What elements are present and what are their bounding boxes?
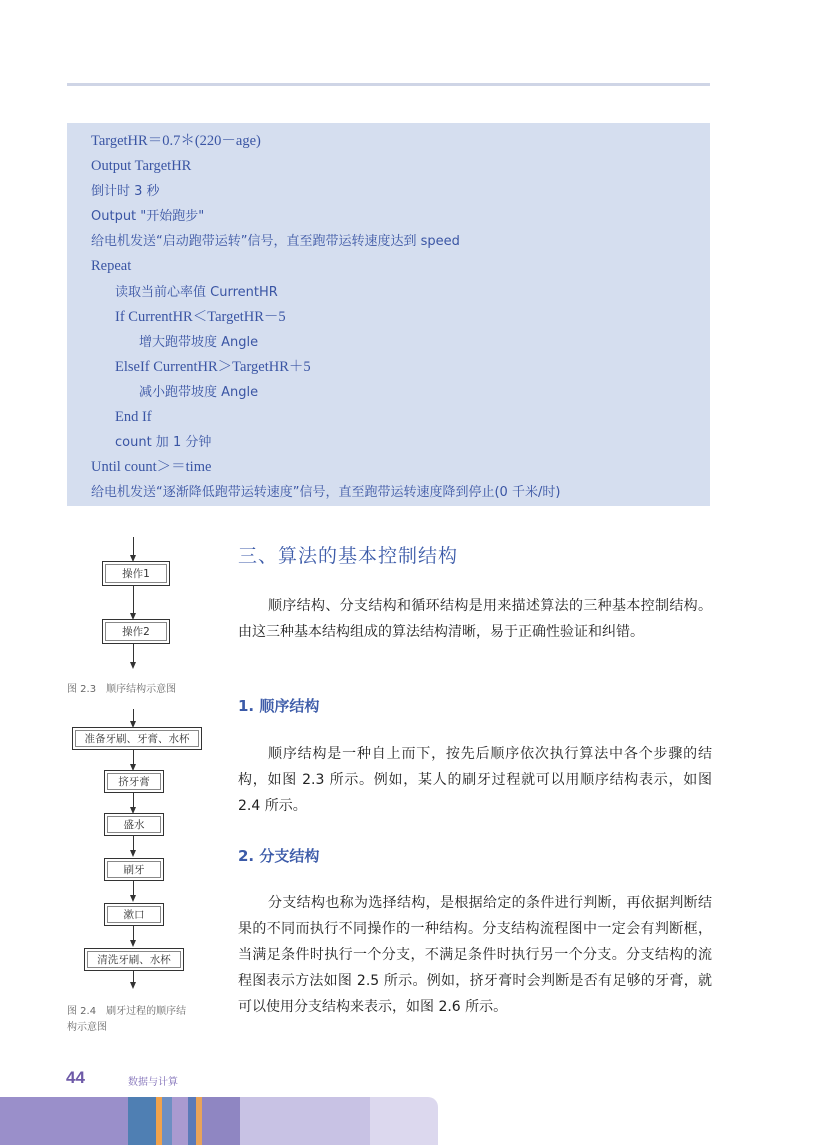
flow-box-op2: 操作2	[102, 619, 170, 644]
intro-paragraph: 顺序结构、分支结构和循环结构是用来描述算法的三种基本控制结构。由这三种基本结构组成的算法结构清晰，易于正确性验证和纠错。	[238, 598, 712, 640]
flow-arrow	[133, 644, 134, 664]
arrow-head-icon	[130, 662, 136, 669]
flow-arrow	[133, 586, 134, 615]
section-title: 三、算法的基本控制结构	[238, 545, 459, 567]
arrow-head-icon	[130, 940, 136, 947]
code-line: TargetHR＝0.7＊(220－age)	[91, 133, 261, 149]
arrow-head-icon	[130, 895, 136, 902]
flow-box-clean: 清洗牙刷、水杯	[84, 948, 184, 971]
figure-caption: 图 2.4 刷牙过程的顺序结 构示意图	[67, 1006, 187, 1033]
flow-box-prepare: 准备牙刷、牙膏、水杯	[72, 727, 202, 750]
arrow-head-icon	[130, 850, 136, 857]
code-line: If CurrentHR＜TargetHR－5	[115, 308, 286, 325]
page-number: 44	[66, 1068, 85, 1087]
code-line: Output TargetHR	[91, 158, 192, 175]
code-line: ElseIf CurrentHR＞TargetHR＋5	[115, 358, 311, 375]
sequence-paragraph: 顺序结构是一种自上而下，按先后顺序依次执行算法中各个步骤的结构，如图 2.3 所示。例如，某人的刷牙过程就可以用顺序结构表示，如图 2.4 所示。	[238, 746, 712, 814]
flow-box-op1: 操作1	[102, 561, 170, 586]
subheading-sequence: 1. 顺序结构	[238, 697, 320, 715]
subheading-branch: 2. 分支结构	[238, 847, 320, 865]
figure-caption: 图 2.3 顺序结构示意图	[67, 684, 177, 695]
flow-arrow	[133, 537, 134, 557]
book-title: 数据与计算	[128, 1077, 178, 1088]
code-line: Repeat	[91, 258, 132, 275]
code-line: Until count＞＝time	[91, 459, 212, 476]
code-line: 给电机发送“逐渐降低跑带运转速度”信号，直至跑带运转速度降到停止(0 千米/时)	[91, 485, 561, 501]
code-line: 给电机发送“启动跑带运转”信号，直至跑带运转速度达到 speed	[91, 234, 460, 250]
code-line: 减小跑带坡度 Angle	[139, 384, 259, 400]
flow-box-squeeze: 挤牙膏	[104, 770, 164, 793]
code-line: Output "开始跑步"	[91, 209, 205, 225]
header-rule	[67, 83, 710, 86]
code-line: 倒计时 3 秒	[91, 184, 160, 200]
code-line: 增大跑带坡度 Angle	[139, 334, 259, 350]
branch-paragraph: 分支结构也称为选择结构，是根据给定的条件进行判断，再依据判断结果的不同而执行不同操作的一种结构。分支结构流程图中一定会有判断框，当满足条件时执行一个分支，不满足条件时执行另一个分支。分支结构的流程图表示方法如图 2.5 所示。例如，挤牙膏时会判断是否有足够的牙膏，就可以使用分支结构来表示，如图 2.6 所示。	[238, 895, 712, 1015]
code-line: count 加 1 分钟	[115, 435, 212, 451]
code-line: End If	[115, 409, 152, 426]
code-line: 读取当前心率值 CurrentHR	[115, 284, 278, 300]
flow-box-brush: 刷牙	[104, 858, 164, 881]
flow-box-rinse: 漱口	[104, 903, 164, 926]
pseudocode-block	[67, 123, 710, 506]
arrow-head-icon	[130, 982, 136, 989]
flow-box-water: 盛水	[104, 813, 164, 836]
